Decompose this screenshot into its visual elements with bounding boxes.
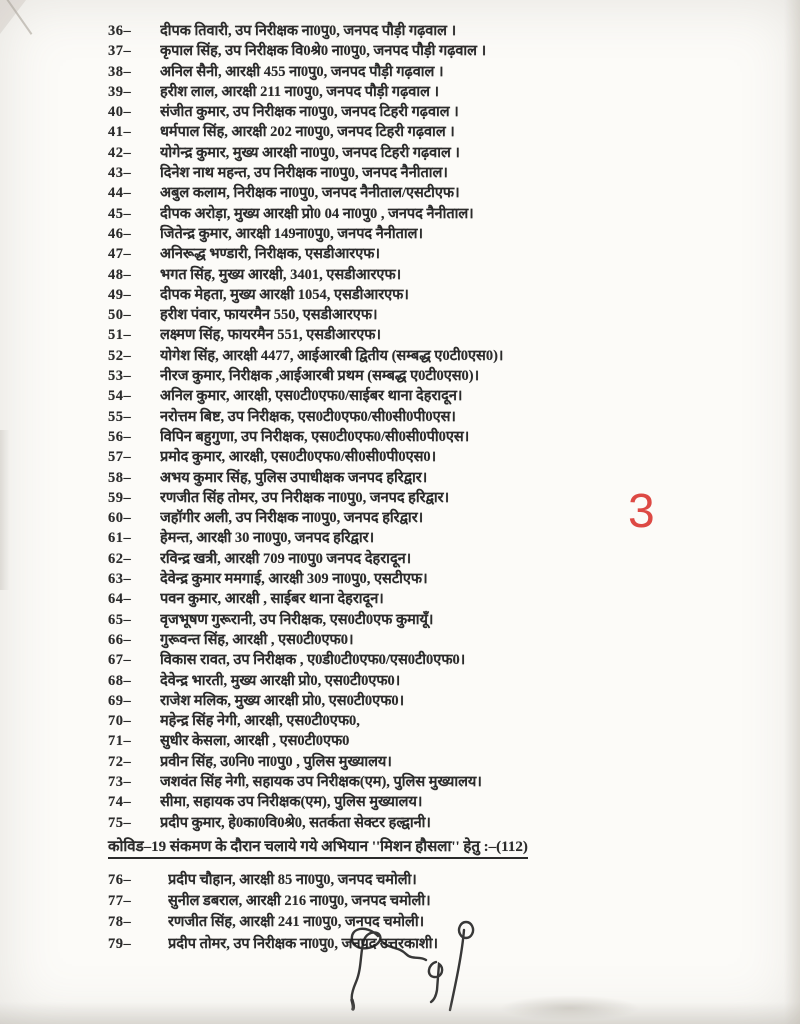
list-item: [108, 891, 782, 912]
list-item: [108, 447, 782, 467]
list-item: [108, 772, 782, 792]
list-item: [108, 752, 782, 772]
page-edge-shadow: [784, 0, 800, 1024]
item-text: पवन कुमार, आरक्षी , साईबर थाना देहरादून।: [160, 591, 384, 608]
item-text: रणजीत सिंह तोमर, उप निरीक्षक ना0पु0, जनपद हरिद्वार।: [160, 489, 450, 506]
item-number: 43–: [108, 165, 132, 182]
item-text: वृजभूषण गुरूरानी, उप निरीक्षक, एस0टी0एफ कुमायूँ।: [160, 611, 434, 628]
item-number: 63–: [108, 571, 132, 588]
list-item: [108, 427, 782, 447]
item-text: दीपक मेहता, मुख्य आरक्षी 1054, एसडीआरएफ।: [160, 286, 409, 303]
list-item: [108, 731, 782, 751]
item-text: कृपाल सिंह, उप निरीक्षक वि0श्रे0 ना0पु0, जनपद पौड़ी गढ़वाल ।: [160, 43, 487, 60]
item-text: प्रदीप कुमार, हे0का0वि0श्रे0, सतर्कता सेक्टर हल्द्वानी।: [160, 814, 431, 831]
item-number: 61–: [108, 530, 132, 547]
item-text: प्रदीप चौहान, आरक्षी 85 ना0पु0, जनपद चमोली।: [168, 872, 417, 888]
item-text: सुधीर केसला, आरक्षी , एस0टी0एफ0: [160, 733, 350, 750]
item-text: विपिन बहुगुणा, उप निरीक्षक, एस0टी0एफ0/सी0सी0पी0एस।: [160, 428, 470, 445]
item-text: देवेन्द्र कुमार ममगाई, आरक्षी 309 ना0पु0, एसटीएफ।: [160, 571, 428, 588]
item-number: 42–: [108, 144, 132, 161]
item-number: 39–: [108, 83, 132, 100]
item-text: अनिरूद्ध भण्डारी, निरीक्षक, एसडीआरएफ।: [160, 246, 380, 263]
item-number: 67–: [108, 652, 132, 669]
paper-smudge: [0, 430, 10, 590]
item-number: 44–: [108, 185, 132, 202]
list-item: [108, 813, 782, 833]
list-item: [108, 549, 782, 569]
paper-smudge: [0, 1002, 800, 1024]
item-number: 79–: [108, 935, 132, 952]
item-number: 57–: [108, 449, 132, 466]
item-number: 48–: [108, 266, 132, 283]
list-item: [108, 508, 782, 528]
item-number: 70–: [108, 713, 132, 730]
item-text: दीपक तिवारी, उप निरीक्षक ना0पु0, जनपद पौड़ी गढ़वाल ।: [160, 23, 457, 39]
list-item: [108, 102, 782, 122]
list-item: [108, 21, 782, 41]
list-item: [108, 691, 782, 711]
item-text: अनिल कुमार, आरक्षी, एस0टी0एफ0/साईबर थाना देहरादून।: [160, 388, 463, 405]
item-number: 64–: [108, 591, 132, 608]
list-item: [108, 792, 782, 812]
item-text: नरोत्तम बिष्ट, उप निरीक्षक, एस0टी0एफ0/सी0सी0पी0एस।: [160, 408, 456, 425]
item-text: नीरज कुमार, निरीक्षक ,आईआरबी प्रथम (सम्बद्ध ए0टी0एस0)।: [160, 368, 480, 385]
list-item: [108, 41, 782, 61]
item-text: योगेश सिंह, आरक्षी 4477, आईआरबी द्वितीय (सम्बद्ध ए0टी0एस0)।: [160, 347, 504, 364]
item-text: संजीत कुमार, उप निरीक्षक ना0पु0, जनपद टिहरी गढ़वाल ।: [160, 104, 459, 121]
list-item: [108, 589, 782, 609]
item-number: 49–: [108, 286, 132, 303]
item-number: 56–: [108, 428, 132, 445]
item-number: 76–: [108, 872, 132, 888]
item-number: 40–: [108, 104, 132, 121]
item-number: 55–: [108, 408, 132, 425]
list-item: [108, 244, 782, 264]
signature-flourish-loop: [352, 929, 381, 1000]
item-number: 65–: [108, 611, 132, 628]
list-item: [108, 528, 782, 548]
list-item: [108, 870, 782, 891]
item-text: प्रवीन सिंह, उ0नि0 ना0पु0 , पुलिस मुख्यालय।: [160, 753, 392, 770]
page-number-stamp: 3: [628, 485, 655, 538]
covid-section-heading: कोविड–19 संकमण के दौरान चलाये गये अभियान ''मिशन हौसला'' हेतु :–(112): [108, 836, 528, 859]
item-number: 47–: [108, 246, 132, 263]
item-number: 66–: [108, 631, 132, 648]
roster-list: [108, 21, 782, 833]
item-text: जहॉगीर अली, उप निरीक्षक ना0पु0, जनपद हरिद्वार।: [160, 510, 424, 527]
item-text: अभय कुमार सिंह, पुलिस उपाधीक्षक जनपद हरिद्वार।: [160, 469, 428, 486]
list-item: [108, 163, 782, 183]
signature-slash: [450, 930, 464, 1010]
list-item: [108, 630, 782, 650]
item-number: 74–: [108, 794, 132, 811]
item-text: अबुल कलाम, निरीक्षक ना0पु0, जनपद नैनीताल/एसटीएफ।: [160, 185, 460, 202]
item-number: 53–: [108, 368, 132, 385]
item-number: 62–: [108, 550, 132, 567]
item-number: 73–: [108, 773, 132, 790]
list-item: [108, 82, 782, 102]
item-text: महेन्द्र सिंह नेगी, आरक्षी, एस0टी0एफ0,: [160, 713, 360, 730]
signature-digit-0: [459, 922, 473, 938]
item-number: 71–: [108, 733, 132, 750]
item-text: गुरूवन्त सिंह, आरक्षी , एस0टी0एफ0।: [160, 631, 354, 648]
list-item: [108, 650, 782, 670]
list-item: [108, 671, 782, 691]
list-item: [108, 224, 782, 244]
item-text: हरीश लाल, आरक्षी 211 ना0पु0, जनपद पौड़ी गढ़वाल ।: [160, 83, 440, 100]
list-item: [108, 610, 782, 630]
item-text: योगेन्द्र कुमार, मुख्य आरक्षी ना0पु0, जनपद टिहरी गढ़वाल ।: [160, 144, 460, 161]
item-text: लक्ष्मण सिंह, फायरमैन 551, एसडीआरएफ।: [160, 327, 381, 344]
item-text: भगत सिंह, मुख्य आरक्षी, 3401, एसडीआरएफ।: [160, 266, 402, 283]
item-text: देवेन्द्र भारती, मुख्य आरक्षी प्रो0, एस0टी0एफ0।: [160, 672, 401, 689]
item-number: 36–: [108, 23, 132, 39]
item-text: प्रदीप तोमर, उप निरीक्षक ना0पु0, जनपद उत्तरकाशी।: [168, 935, 438, 952]
item-text: दिनेश नाथ महन्त, उप निरीक्षक ना0पु0, जनपद नैनीताल।: [160, 165, 448, 182]
item-text: अनिल सैनी, आरक्षी 455 ना0पु0, जनपद पौड़ी गढ़वाल ।: [160, 63, 444, 80]
item-text: जशवंत सिंह नेगी, सहायक उप निरीक्षक(एम), पुलिस मुख्यालय।: [160, 773, 482, 790]
item-number: 52–: [108, 347, 132, 364]
item-text: सुनील डबराल, आरक्षी 216 ना0पु0, जनपद चमोली।: [168, 893, 431, 910]
list-item: [108, 325, 782, 345]
item-number: 78–: [108, 914, 132, 931]
item-number: 59–: [108, 489, 132, 506]
list-item: [108, 122, 782, 142]
item-number: 45–: [108, 205, 132, 222]
list-item: [108, 711, 782, 731]
list-item: [108, 285, 782, 305]
item-number: 58–: [108, 469, 132, 486]
list-item: [108, 488, 782, 508]
list-item: [108, 346, 782, 366]
item-text: रविन्द्र खत्री, आरक्षी 709 ना0पु0 जनपद देहरादून।: [160, 550, 412, 567]
item-number: 54–: [108, 388, 132, 405]
signature-digit-9: [429, 962, 442, 1002]
item-number: 77–: [108, 893, 132, 910]
item-number: 72–: [108, 753, 132, 770]
item-number: 51–: [108, 327, 132, 344]
list-item: [108, 62, 782, 82]
item-text: विकास रावत, उप निरीक्षक , ए0डी0टी0एफ0/एस0टी0एफ0।: [160, 652, 466, 669]
item-text: रणजीत सिंह, आरक्षी 241 ना0पु0, जनपद चमोली।: [168, 914, 425, 931]
item-text: धर्मपाल सिंह, आरक्षी 202 ना0पु0, जनपद टिहरी गढ़वाल ।: [160, 124, 455, 141]
item-number: 60–: [108, 510, 132, 527]
list-item: [108, 183, 782, 203]
item-number: 68–: [108, 672, 132, 689]
list-item: [108, 569, 782, 589]
list-item: [108, 468, 782, 488]
item-number: 69–: [108, 692, 132, 709]
item-text: राजेश मलिक, मुख्य आरक्षी प्रो0, एस0टी0एफ0।: [160, 692, 405, 709]
item-number: 38–: [108, 63, 132, 80]
item-number: 37–: [108, 43, 132, 60]
list-item: [108, 265, 782, 285]
item-text: हेमन्त, आरक्षी 30 ना0पु0, जनपद हरिद्वार।: [160, 530, 375, 547]
list-item: [108, 366, 782, 386]
signature-wave: [380, 940, 426, 960]
item-number: 46–: [108, 225, 132, 242]
item-number: 75–: [108, 814, 132, 831]
item-text: दीपक अरोड़ा, मुख्य आरक्षी प्रो0 04 ना0पु0 , जनपद नैनीताल।: [160, 205, 474, 222]
list-item: [108, 407, 782, 427]
list-item: [108, 204, 782, 224]
list-item: [108, 386, 782, 406]
item-text: हरीश पंवार, फायरमैन 550, एसडीआरएफ।: [160, 307, 378, 324]
item-text: प्रमोद कुमार, आरक्षी, एस0टी0एफ0/सी0सी0पी0एस0।: [160, 449, 437, 466]
item-number: 41–: [108, 124, 132, 141]
item-number: 50–: [108, 307, 132, 324]
list-item: [108, 305, 782, 325]
item-text: सीमा, सहायक उप निरीक्षक(एम), पुलिस मुख्यालय।: [160, 794, 423, 811]
list-item: [108, 143, 782, 163]
item-text: जितेन्द्र कुमार, आरक्षी 149ना0पु0, जनपद नैनीताल।: [160, 225, 423, 242]
